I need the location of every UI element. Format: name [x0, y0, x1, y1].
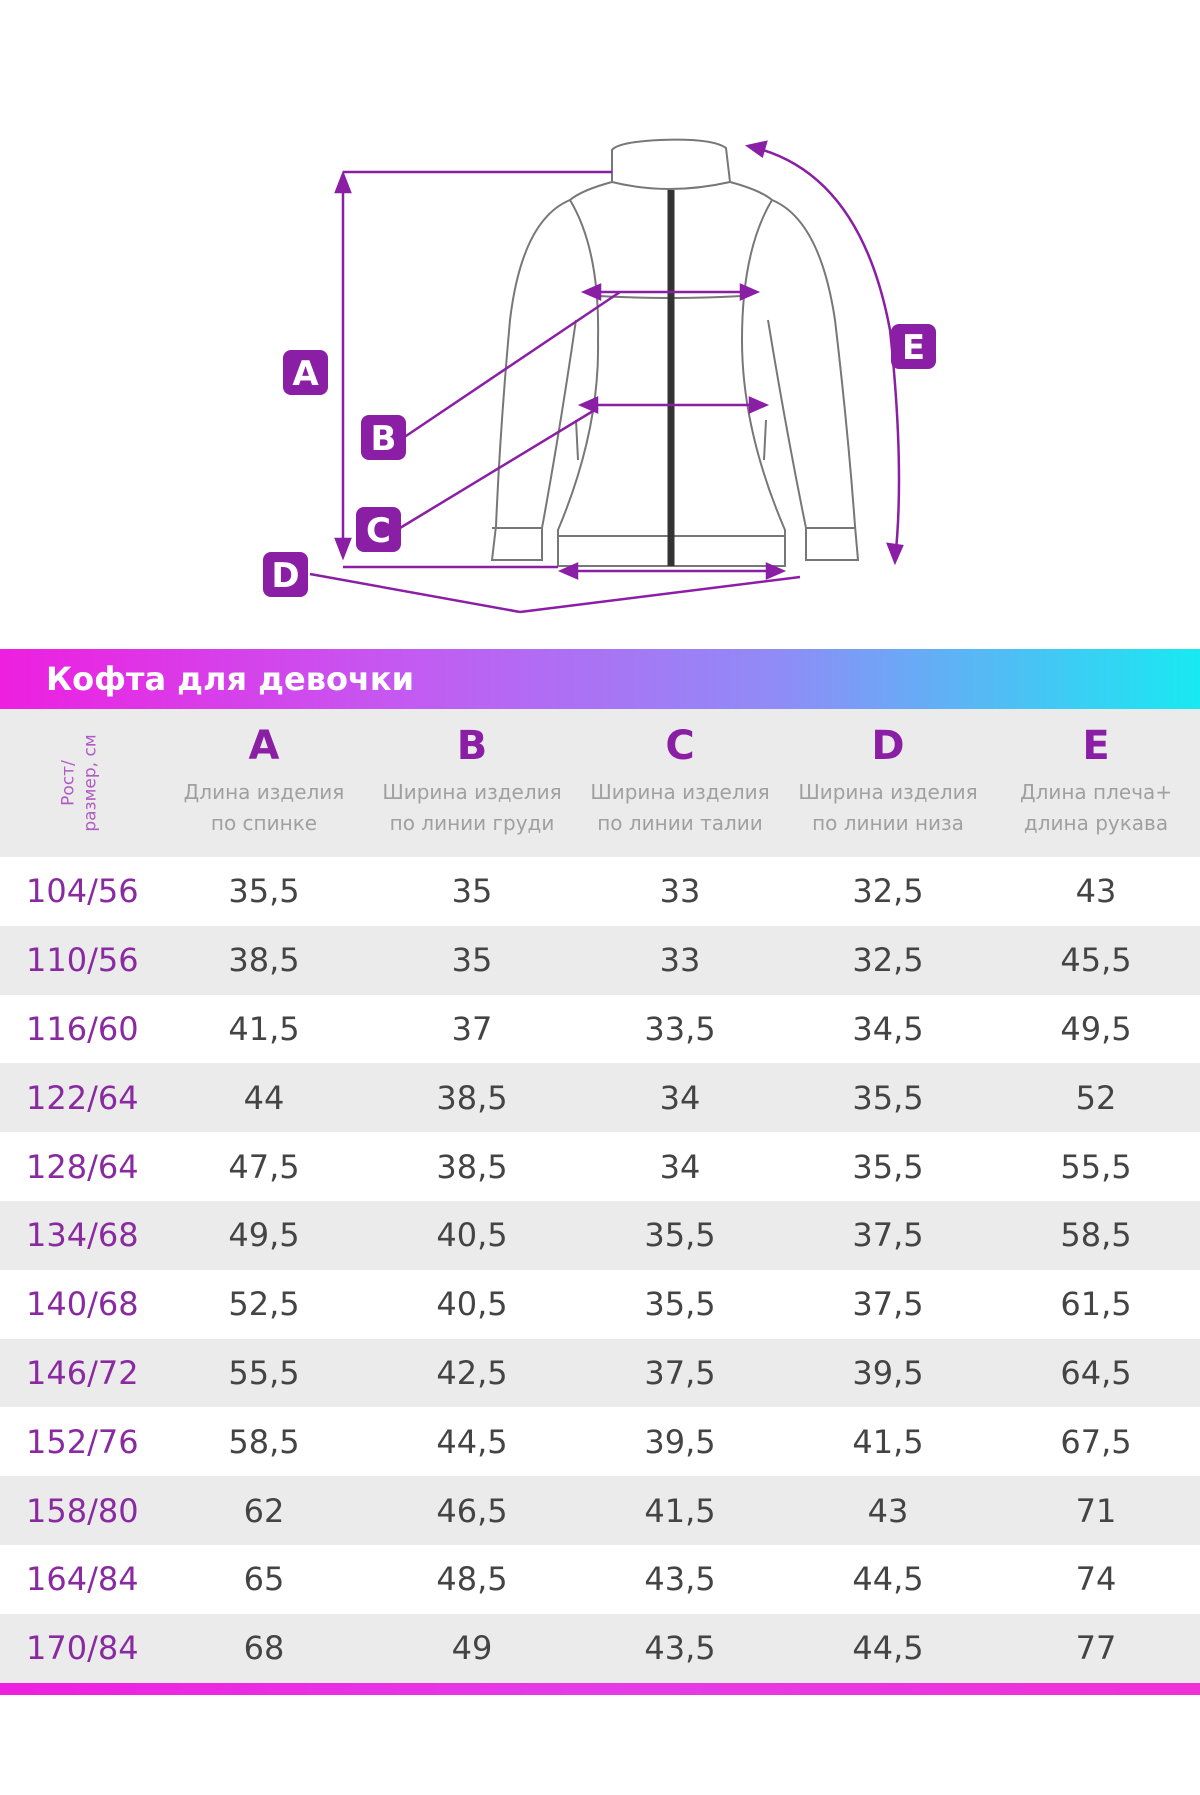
value-cell: 35 [451, 872, 493, 911]
table-row [0, 1339, 1200, 1408]
svg-text:D: D [271, 556, 300, 596]
badge-d [263, 552, 308, 597]
value-cell: 46,5 [436, 1491, 508, 1530]
value-cell: 42,5 [436, 1353, 508, 1392]
value-cell: 33,5 [644, 1009, 716, 1048]
value-cell: 39,5 [852, 1353, 924, 1392]
value-cell: 34,5 [852, 1009, 924, 1048]
jacket-measurement-diagram [0, 0, 1200, 640]
value-cell: 44,5 [852, 1629, 924, 1668]
size-cell: 110/56 [26, 941, 139, 980]
value-cell: 55,5 [1060, 1147, 1132, 1186]
column-letter: D [871, 723, 905, 769]
value-cell: 49,5 [228, 1216, 300, 1255]
value-cell: 32,5 [852, 941, 924, 980]
value-cell: 32,5 [852, 872, 924, 911]
value-cell: 43 [1075, 872, 1117, 911]
value-cell: 62 [243, 1491, 285, 1530]
value-cell: 48,5 [436, 1560, 508, 1599]
value-cell: 43 [867, 1491, 909, 1530]
table-row [0, 1063, 1200, 1132]
page-title: Кофта для девочки [46, 660, 415, 698]
value-cell: 35,5 [228, 872, 300, 911]
size-header-label [58, 734, 102, 831]
value-cell: 35,5 [852, 1078, 924, 1117]
column-description: Ширина изделия по линии груди [382, 780, 562, 835]
badge-c [356, 507, 401, 552]
column-letter: B [456, 723, 488, 769]
column-letter: A [248, 723, 280, 769]
size-cell: 104/56 [26, 872, 139, 911]
value-cell: 39,5 [644, 1422, 716, 1461]
value-cell: 33 [659, 941, 701, 980]
value-cell: 55,5 [228, 1353, 300, 1392]
value-cell: 74 [1075, 1560, 1117, 1599]
table-row [0, 1270, 1200, 1339]
size-cell: 158/80 [26, 1491, 139, 1530]
size-cell: 146/72 [26, 1353, 139, 1392]
table-row [0, 1407, 1200, 1476]
value-cell: 43,5 [644, 1629, 716, 1668]
value-cell: 37,5 [644, 1353, 716, 1392]
value-cell: 44,5 [436, 1422, 508, 1461]
value-cell: 35 [451, 941, 493, 980]
value-cell: 40,5 [436, 1285, 508, 1324]
column-letter: C [665, 723, 695, 769]
size-cell: 122/64 [26, 1078, 139, 1117]
value-cell: 35,5 [644, 1285, 716, 1324]
value-cell: 38,5 [436, 1078, 508, 1117]
value-cell: 44 [243, 1078, 285, 1117]
table-row [0, 857, 1200, 926]
bottom-accent-bar [0, 1683, 1200, 1695]
column-header-b [368, 709, 576, 857]
column-description: Длина плеча+ длина рукава [1019, 780, 1173, 835]
value-cell: 34 [659, 1078, 701, 1117]
column-letter: E [1082, 723, 1110, 769]
column-header-d [784, 709, 992, 857]
column-description: Ширина изделия по линии низа [798, 780, 978, 835]
table-row [0, 1614, 1200, 1683]
size-header-line1: Рост/ [59, 760, 79, 806]
size-column-header [0, 709, 160, 857]
value-cell: 38,5 [228, 941, 300, 980]
value-cell: 40,5 [436, 1216, 508, 1255]
value-cell: 64,5 [1060, 1353, 1132, 1392]
value-cell: 61,5 [1060, 1285, 1132, 1324]
value-cell: 44,5 [852, 1560, 924, 1599]
value-cell: 65 [243, 1560, 285, 1599]
size-cell: 134/68 [26, 1216, 139, 1255]
value-cell: 38,5 [436, 1147, 508, 1186]
value-cell: 35,5 [852, 1147, 924, 1186]
table-row [0, 1201, 1200, 1270]
value-cell: 41,5 [228, 1009, 300, 1048]
size-cell: 128/64 [26, 1147, 139, 1186]
value-cell: 58,5 [1060, 1216, 1132, 1255]
table-row [0, 926, 1200, 995]
value-cell: 49 [451, 1629, 493, 1668]
size-cell: 140/68 [26, 1285, 139, 1324]
size-cell: 170/84 [26, 1629, 139, 1668]
column-header-c [576, 709, 784, 857]
value-cell: 67,5 [1060, 1422, 1132, 1461]
badge-e [891, 324, 936, 369]
value-cell: 45,5 [1060, 941, 1132, 980]
value-cell: 37,5 [852, 1216, 924, 1255]
size-table [0, 709, 1200, 1683]
value-cell: 68 [243, 1629, 285, 1668]
svg-text:E: E [901, 328, 926, 368]
column-description: Длина изделия по спинке [183, 780, 345, 835]
badge-a [283, 350, 328, 395]
table-row [0, 1132, 1200, 1201]
value-cell: 34 [659, 1147, 701, 1186]
value-cell: 58,5 [228, 1422, 300, 1461]
value-cell: 71 [1075, 1491, 1117, 1530]
jacket-outline [492, 140, 858, 566]
size-cell: 152/76 [26, 1422, 139, 1461]
title-bar [0, 649, 1200, 709]
svg-text:A: A [292, 354, 319, 394]
svg-text:B: B [370, 419, 397, 459]
value-cell: 47,5 [228, 1147, 300, 1186]
table-row [0, 1545, 1200, 1614]
value-cell: 52 [1075, 1078, 1117, 1117]
column-header-a [160, 709, 368, 857]
value-cell: 49,5 [1060, 1009, 1132, 1048]
value-cell: 37 [451, 1009, 493, 1048]
column-header-e [992, 709, 1200, 857]
value-cell: 37,5 [852, 1285, 924, 1324]
size-header-line2: размер, см [81, 734, 101, 832]
value-cell: 35,5 [644, 1216, 716, 1255]
size-cell: 116/60 [26, 1009, 139, 1048]
size-cell: 164/84 [26, 1560, 139, 1599]
table-row [0, 1476, 1200, 1545]
value-cell: 52,5 [228, 1285, 300, 1324]
value-cell: 33 [659, 872, 701, 911]
table-header-row [0, 709, 1200, 857]
column-description: Ширина изделия по линии талии [590, 780, 770, 835]
value-cell: 41,5 [852, 1422, 924, 1461]
value-cell: 43,5 [644, 1560, 716, 1599]
svg-text:C: C [366, 511, 391, 551]
value-cell: 41,5 [644, 1491, 716, 1530]
table-row [0, 995, 1200, 1064]
value-cell: 77 [1075, 1629, 1117, 1668]
badge-b [361, 415, 406, 460]
